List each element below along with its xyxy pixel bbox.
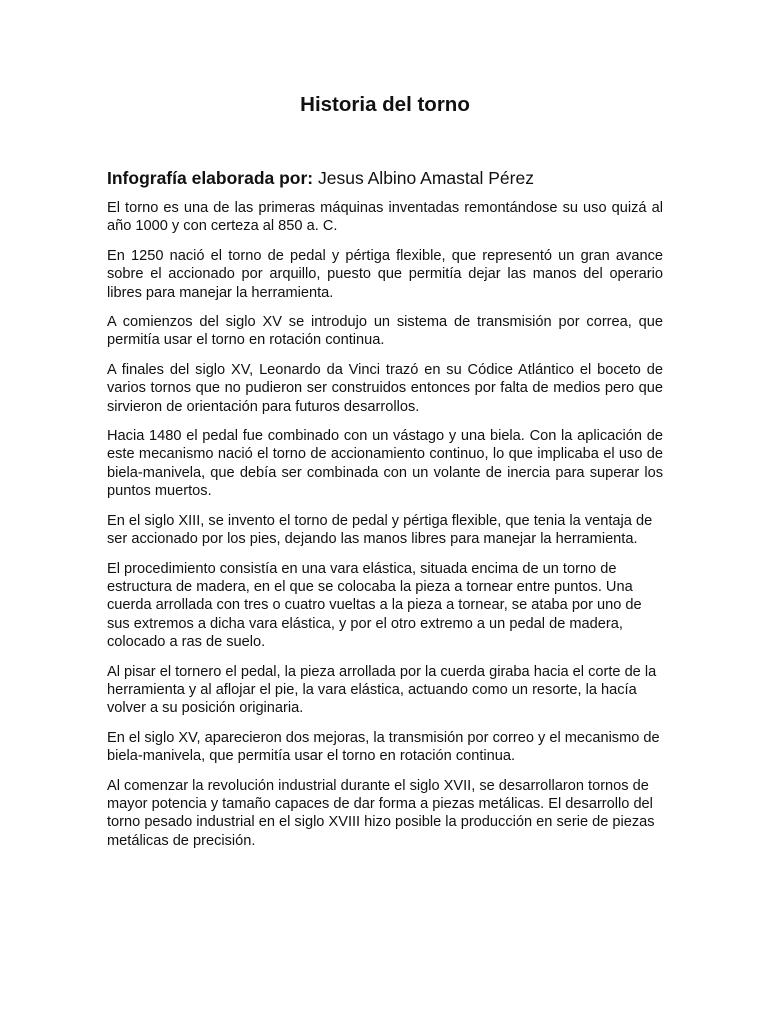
paragraph: En el siglo XIII, se invento el torno de pedal y pértiga flexible, que tenia la ventaja de ser accionado por los pies, dejando las manos libres para manejar la herramienta. bbox=[107, 512, 653, 548]
byline-author: Jesus Albino Amastal Pérez bbox=[318, 168, 534, 188]
page-title: Historia del torno bbox=[300, 93, 470, 116]
paragraph: El torno es una de las primeras máquinas inventadas remontándose su uso quizá al año 1000 y con certeza al 850 a. C. bbox=[107, 200, 663, 235]
byline bbox=[107, 167, 663, 189]
paragraph: Hacia 1480 el pedal fue combinado con un vástago y una biela. Con la aplicación de este mecanismo nació el torno de accionamiento continuo, lo que implicaba el uso de biela-manivela, que debía ser combinada con un volante de inercia para superar los puntos muertos. bbox=[107, 428, 663, 500]
paragraph: En el siglo XV, aparecieron dos mejoras, la transmisión por correo y el mecanismo de biela-manivela, que permitía usar el torno en rotación continua. bbox=[107, 729, 660, 765]
byline-label: Infografía elaborada por: bbox=[107, 168, 314, 188]
paragraph: En 1250 nació el torno de pedal y pértiga flexible, que representó un gran avance sobre el accionado por arquillo, puesto que permitía dejar las manos del operario libres para manejar la herramienta. bbox=[107, 247, 663, 301]
paragraph: Al comenzar la revolución industrial durante el siglo XVII, se desarrollaron tornos de mayor potencia y tamaño capaces de dar forma a piezas metálicas. El desarrollo del torno pesado industrial en el siglo XVIII hizo posible la producción en serie de piezas metálicas de precisión. bbox=[107, 777, 655, 849]
paragraph: Al pisar el tornero el pedal, la pieza arrollada por la cuerda giraba hacia el corte de la herramienta y al aflojar el pie, la vara elástica, actuando como un resorte, la hacía volver a su posición originaria. bbox=[107, 663, 657, 717]
paragraph: A finales del siglo XV, Leonardo da Vinci trazó en su Códice Atlántico el boceto de varios tornos que no pudieron ser construidos entonces por falta de medios pero que sirvieron de orientación para futuros desarrollos. bbox=[107, 361, 663, 415]
paragraph: A comienzos del siglo XV se introdujo un sistema de transmisión por correa, que permitía usar el torno en rotación continua. bbox=[107, 314, 663, 349]
paragraph: El procedimiento consistía en una vara elástica, situada encima de un torno de estructura de madera, en el que se colocaba la pieza a tornear entre puntos. Una cuerda arrollada con tres o cuatro vueltas a la pieza a tornear, se ataba por uno de sus extremos a dicha vara elástica, y por el otro extremo a un pedal de madera, colocado a ras de suelo. bbox=[107, 560, 642, 651]
